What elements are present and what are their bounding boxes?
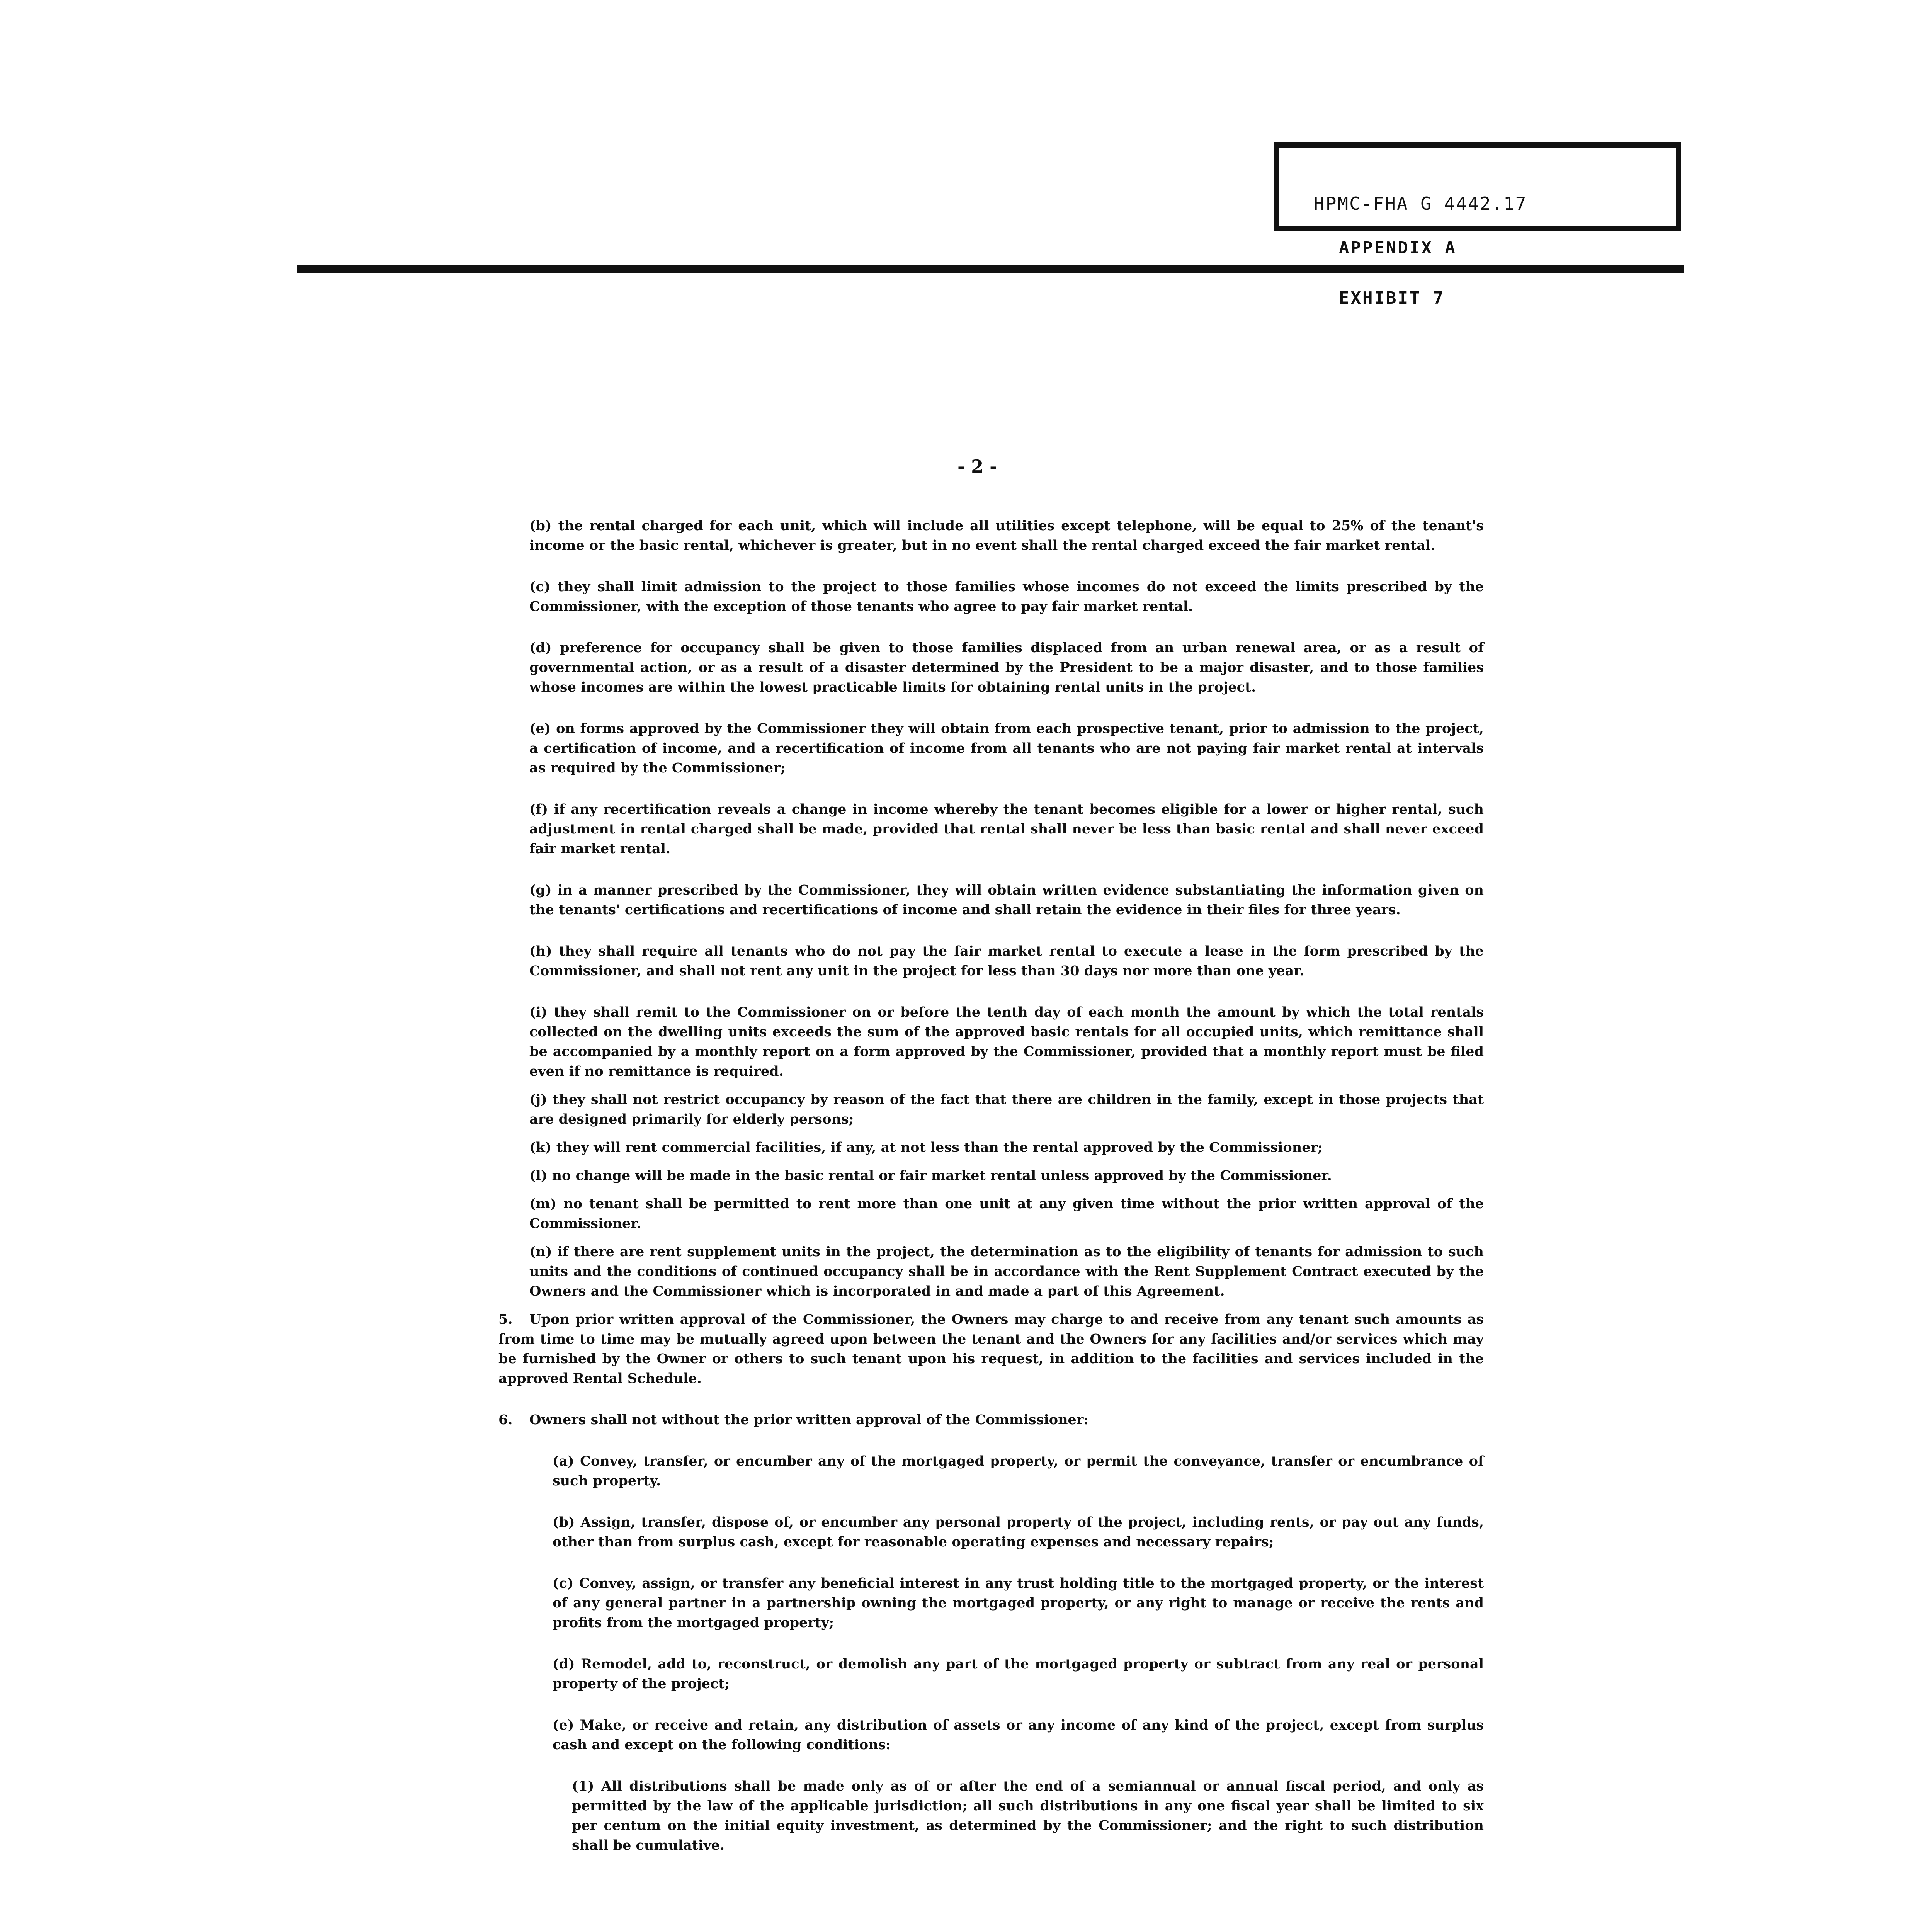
item-label: (a) xyxy=(553,1453,574,1469)
item-text: if there are rent supplement units in the project, the determination as to the eligibility of tenants for admission to such units and the conditions of continued occupancy shall be in accordance with the Rent Supplement Contract executed by the Owners and the Commissioner which is incorporated in and made a part of this Agreement. xyxy=(529,1244,1484,1299)
item-label: (e) xyxy=(553,1717,574,1733)
item-label: (c) xyxy=(553,1575,574,1591)
list-item xyxy=(529,1242,1484,1301)
item-text: they will rent commercial facilities, if any, at not less than the rental approved by the Commissioner; xyxy=(556,1139,1323,1155)
item-label: (c) xyxy=(529,579,551,595)
item-text: no tenant shall be permitted to rent more than one unit at any given time without the prior written approval of the Commissioner. xyxy=(529,1196,1484,1231)
item-text: they shall limit admission to the project to those families whose incomes do not exceed the limits prescribed by the Commissioner, with the exception of those tenants who agree to pay fair market rental. xyxy=(529,579,1484,614)
item-label: (f) xyxy=(529,801,548,817)
item-text: preference for occupancy shall be given to those families displaced from an urban renewal area, or as a result of governmental action, or as a result of a disaster determined by the President to be a major disaster, and to those families whose incomes are within the lowest practicable limits for obtaining rental units in the project. xyxy=(529,640,1484,695)
document-id: HPMC-FHA G 4442.17 xyxy=(1314,193,1527,214)
item-text: Convey, assign, or transfer any beneficial interest in any trust holding title to the mortgaged property, or the interest of any general partner in a partnership owning the mortgaged property, or any right to manage or receive the rents and profits from the mortgaged property; xyxy=(553,1575,1484,1631)
item-text: Remodel, add to, reconstruct, or demolish any part of the mortgaged property or subtract from any real or personal property of the project; xyxy=(553,1656,1484,1692)
item-label: (b) xyxy=(553,1514,575,1530)
list-item xyxy=(529,880,1484,920)
item-label: (e) xyxy=(529,721,551,736)
list-item xyxy=(529,1090,1484,1129)
list-item xyxy=(553,1451,1484,1491)
list-item xyxy=(529,1166,1484,1185)
section-number: 5. xyxy=(498,1311,513,1327)
item-label: (m) xyxy=(529,1196,557,1212)
item-text: Make, or receive and retain, any distribution of assets or any income of any kind of the project, except from surplus cash and except on the following conditions: xyxy=(553,1717,1484,1753)
section-6 xyxy=(498,1410,1484,1430)
list-item xyxy=(553,1573,1484,1633)
item-label: (l) xyxy=(529,1168,548,1184)
list-item xyxy=(553,1715,1484,1755)
item-label: (d) xyxy=(553,1656,575,1672)
section-text: Owners shall not without the prior written approval of the Commissioner: xyxy=(529,1412,1089,1428)
page-number: - 2 - xyxy=(957,456,997,477)
item-text: Assign, transfer, dispose of, or encumber any personal property of the project, including rents, or pay out any funds, other than from surplus cash, except for reasonable operating expenses and necessary repairs; xyxy=(553,1514,1484,1550)
item-text: Convey, transfer, or encumber any of the mortgaged property, or permit the conveyance, transfer or encumbrance of such property. xyxy=(553,1453,1484,1489)
section-5 xyxy=(498,1310,1484,1388)
item-label: (h) xyxy=(529,943,552,959)
list-item xyxy=(529,941,1484,981)
list-item xyxy=(553,1512,1484,1552)
list-item xyxy=(529,638,1484,697)
item-text: they shall remit to the Commissioner on or before the tenth day of each month the amount by which the total rentals collected on the dwelling units exceeds the sum of the approved basic rentals for all occupied units, which remittance shall be accompanied by a monthly report on a form approved by the Commissioner, provided that a monthly report must be filed even if no remittance is required. xyxy=(529,1004,1484,1079)
item-text: they shall not restrict occupancy by reason of the fact that there are children in the family, except in those projects that are designed primarily for elderly persons; xyxy=(529,1092,1484,1127)
list-item xyxy=(529,516,1484,555)
list-item xyxy=(529,1002,1484,1081)
top-rule xyxy=(297,265,1684,273)
item-text: they shall require all tenants who do not pay the fair market rental to execute a lease in the form prescribed by the Commissioner, and shall not rent any unit in the project for less than 30 days nor more than one year. xyxy=(529,943,1484,979)
list-item xyxy=(572,1776,1484,1855)
document-id-box xyxy=(1274,142,1681,231)
item-label: (b) xyxy=(529,518,552,534)
list-item xyxy=(529,799,1484,859)
item-label: (i) xyxy=(529,1004,548,1020)
item-text: All distributions shall be made only as of or after the end of a semiannual or annual fiscal period, and only as permitted by the law of the applicable jurisdiction; all such distributions in any one fiscal year shall be limited to six per centum on the initial equity investment, as determined by the Commissioner; and the right to such distribution shall be cumulative. xyxy=(572,1778,1484,1853)
item-label: (n) xyxy=(529,1244,552,1260)
item-text: if any recertification reveals a change in income whereby the tenant becomes eligible for a lower or higher rental, such adjustment in rental charged shall be made, provided that rental shall never be less than basic rental and shall never exceed fair market rental. xyxy=(529,801,1484,857)
item-label: (g) xyxy=(529,882,552,898)
item-label: (j) xyxy=(529,1092,547,1107)
section-text: Upon prior written approval of the Commissioner, the Owners may charge to and receive from any tenant such amounts as from time to time may be mutually agreed upon between the tenant and the Owners for any facilities and/or services which may be furnished by the Owner or others to such tenant upon his request, in addition to the facilities and services included in the approved Rental Schedule. xyxy=(498,1311,1484,1386)
exhibit-label: EXHIBIT 7 xyxy=(1339,288,1445,308)
list-item xyxy=(529,577,1484,616)
document-body xyxy=(498,516,1484,1877)
section-number: 6. xyxy=(498,1412,513,1428)
list-item xyxy=(553,1654,1484,1694)
item-label: (1) xyxy=(572,1778,594,1794)
item-text: the rental charged for each unit, which will include all utilities except telephone, will be equal to 25% of the tenant's income or the basic rental, whichever is greater, but in no event shall the rental charged exceed the fair market rental. xyxy=(529,518,1484,553)
list-item xyxy=(529,719,1484,778)
list-item xyxy=(529,1194,1484,1233)
item-text: no change will be made in the basic rental or fair market rental unless approved by the Commissioner. xyxy=(552,1168,1332,1184)
item-label: (d) xyxy=(529,640,552,656)
item-label: (k) xyxy=(529,1139,552,1155)
item-text: on forms approved by the Commissioner they will obtain from each prospective tenant, prior to admission to the project, a certification of income, and a recertification of income from all tenants who are not paying fair market rental at intervals as required by the Commissioner; xyxy=(529,721,1484,776)
appendix-label: APPENDIX A xyxy=(1339,238,1457,258)
item-text: in a manner prescribed by the Commissioner, they will obtain written evidence substantiating the information given on the tenants' certifications and recertifications of income and shall retain the evidence in their files for three years. xyxy=(529,882,1484,918)
list-item xyxy=(529,1138,1484,1157)
